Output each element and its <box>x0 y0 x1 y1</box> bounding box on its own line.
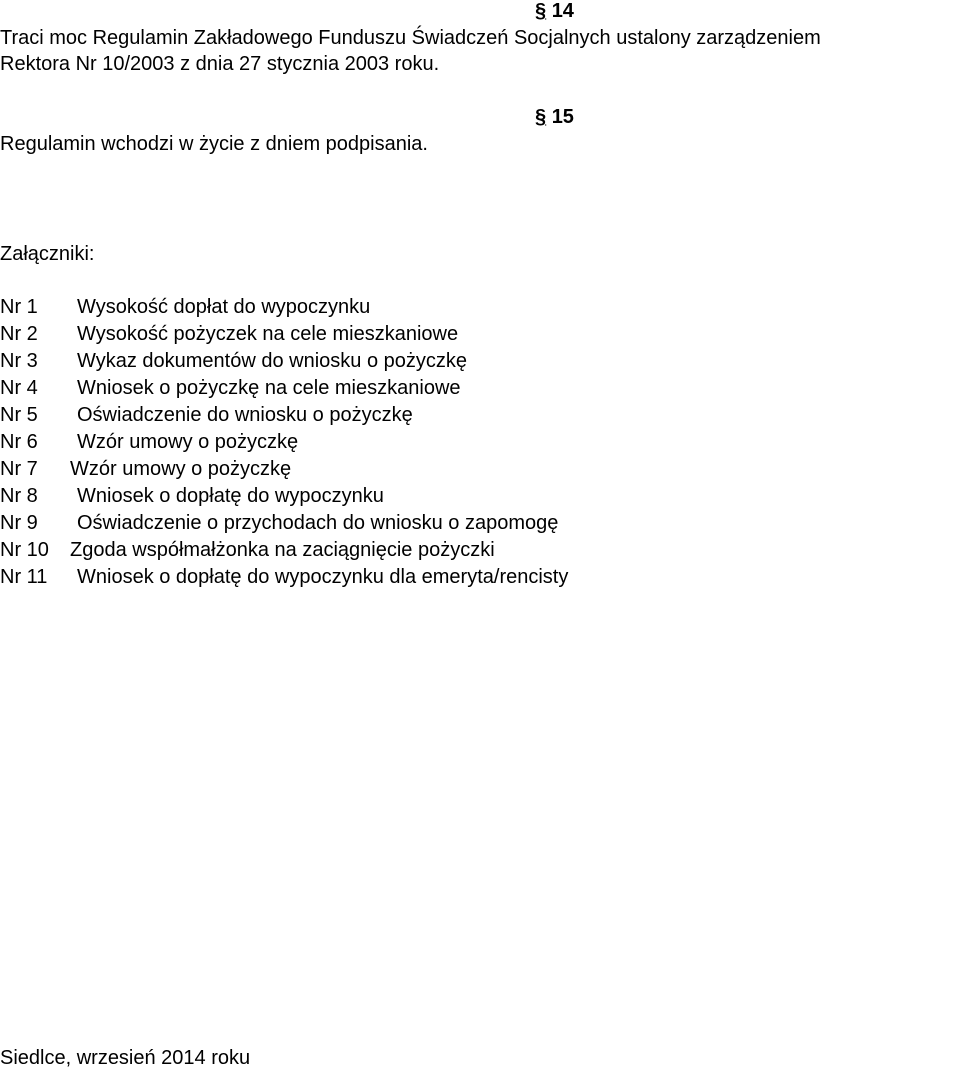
attachment-description: Oświadczenie o przychodach do wniosku o zapomogę <box>77 512 559 534</box>
attachment-number: Nr 8 <box>0 485 38 507</box>
attachment-description: Wykaz dokumentów do wniosku o pożyczkę <box>77 350 467 372</box>
section-14-text-line-1: Traci moc Regulamin Zakładowego Funduszu Świadczeń Socjalnych ustalony zarządzeniem <box>0 27 821 49</box>
section-14-text-line-2: Rektora Nr 10/2003 z dnia 27 stycznia 2003 roku. <box>0 53 440 75</box>
section-15-text-line-1: Regulamin wchodzi w życie z dniem podpisania. <box>0 133 428 155</box>
attachment-number: Nr 1 <box>0 296 38 318</box>
section-number: 14 <box>551 0 574 22</box>
attachments-heading: Załączniki: <box>0 243 95 265</box>
attachment-description: Wzór umowy o pożyczkę <box>70 458 292 480</box>
section-15-heading <box>535 106 574 129</box>
place-and-date: Siedlce, wrzesień 2014 roku <box>0 1047 251 1069</box>
attachment-description: Wniosek o dopłatę do wypoczynku dla emeryta/rencisty <box>77 566 569 588</box>
attachment-description: Wniosek o pożyczkę na cele mieszkaniowe <box>77 377 461 399</box>
section-symbol: § <box>535 0 547 22</box>
attachment-description: Oświadczenie do wniosku o pożyczkę <box>77 404 413 426</box>
attachment-description: Wniosek o dopłatę do wypoczynku <box>77 485 384 507</box>
section-14-heading <box>535 0 574 23</box>
attachment-number: Nr 9 <box>0 512 38 534</box>
attachment-number: Nr 7 <box>0 458 38 480</box>
attachment-number: Nr 5 <box>0 404 38 426</box>
attachment-number: Nr 4 <box>0 377 38 399</box>
section-symbol: § <box>535 106 547 128</box>
section-number: 15 <box>551 106 574 128</box>
attachment-description: Wysokość pożyczek na cele mieszkaniowe <box>77 323 459 345</box>
attachment-description: Wysokość dopłat do wypoczynku <box>77 296 371 318</box>
attachment-number: Nr 11 <box>0 566 48 588</box>
attachment-number: Nr 10 <box>0 539 49 561</box>
attachment-number: Nr 6 <box>0 431 38 453</box>
attachment-description: Wzór umowy o pożyczkę <box>77 431 299 453</box>
attachment-description: Zgoda współmałżonka na zaciągnięcie pożyczki <box>70 539 495 561</box>
attachment-number: Nr 2 <box>0 323 38 345</box>
attachment-number: Nr 3 <box>0 350 38 372</box>
